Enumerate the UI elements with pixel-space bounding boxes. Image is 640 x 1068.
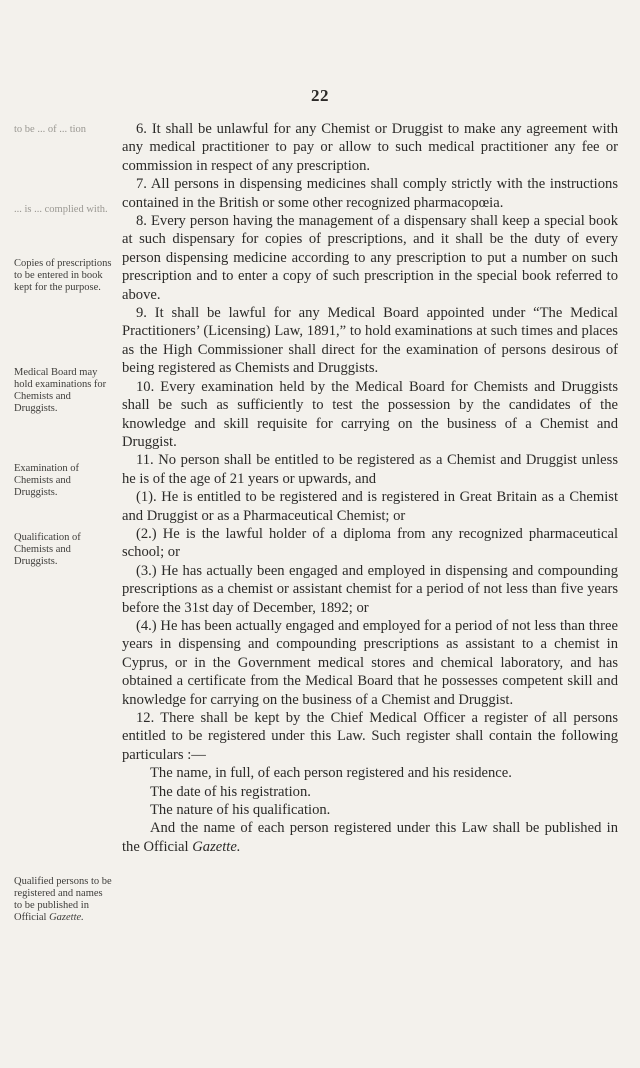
paragraph-7: 7. All persons in dispensing medicines shall comply strictly with the instructions contained in the British or some other recognized pharmacopœia. <box>122 176 618 211</box>
margin-note-prescriptions: Copies of prescriptions to be entered in book kept for the purpose. <box>14 258 112 293</box>
margin-note-qualified-persons: Qualified persons to be registered and names to be published in Official Gazette. <box>14 876 112 923</box>
paragraph-11: 11. No person shall be entitled to be registered as a Chemist and Druggist unless he is of the age of 21 years or upwards, and <box>122 452 618 487</box>
paragraph-12-publication: And the name of each person registered under this Law shall be published in the Official Gazette. <box>122 820 618 855</box>
register-particular: The date of his registration. <box>150 783 311 800</box>
paragraph-12: 12. There shall be kept by the Chief Medical Officer a register of all persons entitled to be registered under this Law. Such register shall contain the following particulars :— <box>122 710 618 763</box>
paragraph-8: 8. Every person having the management of a dispensary shall keep a special book at such dispensary for copies of prescriptions, and it shall be the duty of every person dispensing medicine according to any prescription to put a number on such prescription and to enter a copy of such prescription in the special book referred to above. <box>122 213 618 303</box>
paragraph-6: 6. It shall be unlawful for any Chemist or Druggist to make any agreement with any medical practitioner to pay or allow to such medical practitioner any fee or commission in respect of any prescription. <box>122 121 618 174</box>
margin-note-faded: to be ... of ... tion <box>14 124 87 135</box>
paragraph-11-clause-3: (3.) He has actually been engaged and employed in dispensing and compounding prescriptions as a chemist or assistant chemist for a period of not less than five years before the 31st day of December, 1892; or <box>122 562 618 616</box>
margin-note-examination: Examination of Chemists and Druggists. <box>14 463 80 498</box>
margin-note-faded: ... is ... complied with. <box>14 204 108 215</box>
paragraph-11-clause-4: (4.) He has been actually engaged and employed for a period of not less than three years in dispensing and compounding prescriptions as assistant to a chemist in Cyprus, or in the Government medical stores and chemical laboratory, and has obtained a certificate from the Medical Board that he possesses competent skill and knowledge for carrying on the business of a Chemist and Druggist. <box>122 617 618 708</box>
document-body <box>122 120 618 856</box>
margin-note-medical-board: Medical Board may hold examinations for Chemists and Druggists. <box>14 367 107 414</box>
paragraph-11-clause-2: (2.) He is the lawful holder of a diploma from any recognized pharmaceutical school; or <box>122 525 618 561</box>
register-particular: The nature of his qualification. <box>150 802 331 819</box>
paragraph-9: 9. It shall be lawful for any Medical Board appointed under “The Medical Practitioners’ (Licensing) Law, 1891,” to hold examinations at such times and places as the High Commissioner shall direct for the examination of persons desirous of being registered as Chemists and Druggists. <box>122 305 618 377</box>
paragraph-11-clause-1: (1). He is entitled to be registered and is registered in Great Britain as a Chemist and Druggist or as a Pharmaceutical Chemist; or <box>122 489 618 524</box>
page-number: 22 <box>311 86 329 105</box>
margin-note-qualification: Qualification of Chemists and Druggists. <box>14 532 81 567</box>
register-particular: The name, in full, of each person registered and his residence. <box>150 765 512 782</box>
paragraph-10: 10. Every examination held by the Medical Board for Chemists and Druggists shall be such as sufficiently to test the possession by the candidates of the knowledge and skill requisite for carrying on the business of a Chemist and Druggist. <box>122 378 618 450</box>
